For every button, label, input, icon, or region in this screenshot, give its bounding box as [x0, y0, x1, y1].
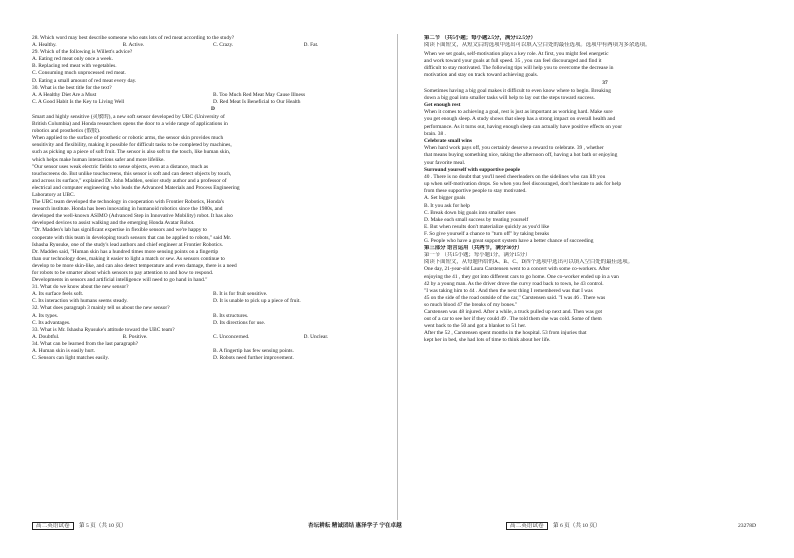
- passage-line: "Dr. Madden's lab has significant expertise in flexible sensors and we're happy to: [32, 227, 207, 234]
- cloze-line: One day, 21-year-old Laura Carstensen went to a concert with some co-workers. After: [424, 266, 610, 273]
- passage-line: than our technology does, making it easier to light a match or sew. As sensors continue to: [32, 255, 225, 262]
- footer-left: [32, 522, 127, 531]
- left-column: [32, 35, 394, 362]
- passage-line: When applied to the surface of prosthetic or robotic arms, the sensor skin provides much: [32, 135, 224, 142]
- choice-a: A. Set bigger goals: [424, 195, 466, 202]
- q34-options-row2: [32, 355, 394, 362]
- question-33: 33. What is Mr. Ishasha Ryusuke's attitude toward the UBC team?: [32, 326, 175, 333]
- footer-right-subject: 高二英语试卷: [506, 522, 548, 530]
- q31-options-row1: [32, 291, 394, 298]
- choice-c: C. Break down big goals into smaller ones: [424, 209, 516, 216]
- cloze-line: Carstensen was 48 injured. After a while, a truck pulled up next and. Then was got: [424, 308, 603, 315]
- choice-g: G. People who have a great support system have a better chance of succeeding: [424, 238, 594, 245]
- q34-option-b: B. A fingertip has few sensing points.: [213, 348, 294, 355]
- q32-option-c: C. Its advantages.: [32, 319, 71, 326]
- question-32: 32. What does paragraph 3 mainly tell us about the new sensor?: [32, 305, 170, 312]
- cloze-line: enjoying the 41 , they got into different cars to go home. One co-worker ended up in a van: [424, 273, 619, 280]
- q34-option-c: C. Sensors can light matches easily.: [32, 355, 110, 362]
- q33-option-a: A. Doubtful.: [32, 333, 60, 340]
- blank-36-heading: 37: [602, 79, 608, 86]
- tip2-line: that means buying something nice, taking the afternoon off, having a hot bath or enjoying: [424, 152, 618, 159]
- q33-options: [32, 334, 394, 341]
- choice-f: F. So give yourself a chance to "turn off" by taking breaks: [424, 230, 550, 237]
- passage-line: developed devices to assist walking and the emerging Honda Avatar Robot.: [32, 220, 195, 227]
- passage-line: and across its surface," explained Dr. John Madden, senior study author and a professor of: [32, 177, 227, 184]
- passage-line: such as picking up a piece of soft fruit. The sensor is also soft to the touch, like human skin,: [32, 149, 231, 156]
- q33-option-d: D. Unclear.: [303, 333, 329, 340]
- cloze-line: so much blood 47 the breaks of my bones.": [424, 301, 518, 308]
- passage-line: Smart and highly sensitive (灵敏的), a new soft sensor developed by UBC (University of: [32, 113, 225, 120]
- section-2-heading: 第二节 （共5小题；每小题2.5分，满分12.5分）: [424, 35, 536, 41]
- q28-option-d: D. Fat.: [303, 42, 319, 49]
- passage-d: [32, 114, 394, 284]
- passage-line: robotics and prosthetics (假肢).: [32, 128, 101, 135]
- tip1-line: performance. As it turns out, having enough sleep can actually have positive effects on your: [424, 123, 623, 130]
- q32-option-a: A. Its types.: [32, 312, 59, 319]
- passage-line: Dr. Madden said, "Human skin has a hundred times more sensing points on a fingertip: [32, 248, 219, 255]
- passage-line: touchscreens do. But unlike touchscreens, this sensor is soft and can detect objects by touch,: [32, 170, 232, 177]
- passage-line: Ishasha Ryusuke, one of the study's lead authors and chief engineer at Frontier Robotics.: [32, 241, 224, 248]
- tip2-line: your favorite meal.: [424, 159, 466, 166]
- part-3-subheading: 第一节 （共15小题；每小题1分，满分15分）: [424, 252, 531, 259]
- q29-option-c: C. Consuming much unprocessed red meat.: [32, 70, 126, 77]
- passage-line: develop to be more skin-like, and can also detect temperature and even damage, there is a need: [32, 262, 237, 269]
- question-31: 31. What do we know about the new sensor?: [32, 284, 129, 291]
- tip1-line: brain. 38 .: [424, 130, 446, 137]
- q31-options-row2: [32, 298, 394, 305]
- footer-code: 23278D: [738, 523, 757, 529]
- passage-line: The UBC team developed the technology in cooperation with Frontier Robotics, Honda's: [32, 199, 224, 206]
- cloze-line: "I was taking him to 44 . And then the next thing I remembered was that I was: [424, 287, 593, 294]
- passage-line: electrical and computer engineering who leads the Advanced Materials and Process Engineering: [32, 184, 240, 191]
- q29-option-a: A. Eating red meat only once a week.: [32, 56, 113, 63]
- tip3-line: from these supportive people to stay motivated.: [424, 188, 527, 195]
- q28-option-c: C. Crazy.: [213, 42, 234, 49]
- part-3-heading: 第三部分 语言运用（共两节，满分30分）: [424, 245, 523, 252]
- q32-option-b: B. Its structures.: [213, 312, 249, 319]
- section-2-instruction: 阅读下面短文，从短文后的选项中选出可以填入空白处的最佳选项。选项中有两项为多余选项。: [424, 42, 651, 49]
- footer-right: [506, 522, 601, 531]
- q30-options-row1: [32, 92, 394, 99]
- question-28: 28. Which word may best describe someone who eats lots of red meat according to the study?: [32, 35, 235, 41]
- question-30: 30. What is the best title for the text?: [32, 84, 112, 91]
- q30-options-row2: [32, 99, 394, 106]
- passage-line: research institute. Honda has been innovating in humanoid robotics since the 1980s, and: [32, 206, 223, 213]
- q33-option-c: C. Unconcerned.: [213, 333, 250, 340]
- q30-option-a: A. A Healthy Diet Are a Must: [32, 91, 97, 98]
- q32-option-d: D. Its directions for use.: [213, 319, 266, 326]
- footer-motto: 杏坛耕耘 精诚团结 惠泽学子 宁在卓越: [308, 523, 402, 529]
- passage-line: developed the well-known ASIMO (Advanced Step in Innovative Mobility) robot. It has also: [32, 213, 233, 220]
- q30-option-b: B. Too Much Red Meat May Cause Illness: [213, 91, 306, 98]
- tip-2-title: Celebrate small wins: [424, 137, 472, 144]
- footer-right-page: 第 6 页（共 10 页）: [552, 523, 601, 529]
- q29-option-b: B. Replacing red meat with vegetables.: [32, 63, 117, 70]
- question-34: 34. What can be learned from the last paragraph?: [32, 340, 139, 347]
- q34-options-row1: [32, 348, 394, 355]
- q34-option-a: A. Human skin is easily hurt.: [32, 348, 96, 355]
- q30-option-d: D. Red Meat Is Beneficial to Our Health: [213, 98, 301, 105]
- intro-line: difficult to stay motivated. The following tips will help you to overcome the decrease in: [424, 65, 614, 72]
- cloze-line: went back to the 50 and got a blanket to 51 her.: [424, 323, 527, 330]
- q28-option-b: B. Active.: [122, 42, 145, 49]
- footer-left-subject: 高二英语试卷: [32, 522, 74, 530]
- tip1-line: When it comes to achieving a goal, rest is just as important as working hard. Make sure: [424, 109, 613, 116]
- passage-line: cooperate with this team in developing touch sensors that can be applied to robots," said Mr.: [32, 234, 232, 241]
- tip2-line: When hard work pays off, you certainly deserve a reward to celebrate. 39 , whether: [424, 145, 604, 152]
- choice-e: E. But when results don't materialize quickly as you'd like: [424, 223, 550, 230]
- right-column: [424, 35, 786, 344]
- passage-line: for robots to be smarter about which sensors to pay attention to and how to respond.: [32, 270, 214, 276]
- tip3-line: up when self-motivation drops. So when you feel discouraged, don't hesitate to ask for help: [424, 181, 622, 188]
- passage-line: "Our sensor uses weak electric fields to sense objects, even at a distance, much as: [32, 163, 209, 170]
- passage-line: British Columbia) and Honda researchers opens the door to a wide range of applications in: [32, 121, 228, 128]
- intro-line: and work toward your goals at full speed. 35 , you can feel discouraged and find it: [424, 58, 602, 65]
- q34-option-d: D. Robots need further improvement.: [213, 355, 294, 362]
- tip-3-title: Surround yourself with supportive people: [424, 166, 521, 173]
- cloze-line: 45 on the side of the road outside of the car," Carstensen said. "I was 46 . There was: [424, 294, 606, 301]
- q33-option-b: B. Positive.: [122, 333, 148, 340]
- passage-line: Laboratory at UBC.: [32, 191, 75, 198]
- passage-line: which helps make human interactions safer and more lifelike.: [32, 156, 165, 163]
- cloze-line: out of a car to see her if they could 49 . The told them she was cold. Some of them: [424, 316, 602, 323]
- intro2-line: Sometimes having a big goal makes it difficult to even know where to begin. Breaking: [424, 87, 611, 94]
- tip3-line: 40 . There is no doubt that you'll need cheerleaders on the sidelines who can lift you: [424, 174, 606, 181]
- part-3-instruction: 阅读下面短文，从每题所给的A、B、C、D四个选项中选出可以填入空白处的最佳选项。: [424, 259, 634, 266]
- q32-options-row2: [32, 320, 394, 327]
- cloze-line: 42 by a young man. As the driver drove the curvy road back to town, he 43 control.: [424, 280, 604, 287]
- column-divider: [397, 34, 398, 520]
- tip1-line: you get enough sleep. A study shows that sleep has a strong impact on overall health and: [424, 116, 616, 123]
- q31-option-d: D. It is unable to pick up a piece of fruit.: [213, 298, 301, 305]
- question-29: 29. Which of the following is Willett's advice?: [32, 49, 133, 56]
- q31-option-c: C. Its interaction with humans seems steady.: [32, 298, 128, 305]
- q31-option-a: A. Its surface feels soft.: [32, 291, 84, 298]
- choice-d: D. Make each small success by treating yourself: [424, 216, 529, 223]
- cloze-line: After the 52 , Carstensen spent months in the hospital. 53 from injuries that: [424, 330, 587, 337]
- passage-d-heading: D: [211, 105, 215, 112]
- q31-option-b: B. It is for fruit sensitive.: [213, 291, 268, 298]
- q32-options-row1: [32, 313, 394, 320]
- passage-line: Developments in sensors and artificial intelligence will need to go hand in hand.": [32, 277, 208, 284]
- cloze-line: kept her in bed, she had lots of time to think about her life.: [424, 337, 551, 344]
- intro-line: When we set goals, self-motivation plays a key role. At first, you might feel energetic: [424, 51, 609, 58]
- q28-options: [32, 42, 394, 49]
- tip-1-title: Get enough rest: [424, 101, 461, 108]
- choice-b: B. It you ask for help: [424, 202, 470, 209]
- q30-option-c: C. A Good Habit Is the Key to Living Well: [32, 98, 125, 105]
- q29-option-d: D. Eating a small amount of red meat every day.: [32, 77, 137, 84]
- intro2-line: down a big goal into smaller tasks will help to lay out the steps toward success.: [424, 94, 595, 101]
- q28-option-a: A. Healthy.: [32, 42, 57, 49]
- passage-line: sensitivity and flexibility, making it possible for difficult tasks to be completed by machines,: [32, 142, 232, 149]
- intro-line: motivation and stay on track toward achieving goals.: [424, 72, 539, 79]
- footer-left-page: 第 5 页（共 10 页）: [78, 523, 127, 529]
